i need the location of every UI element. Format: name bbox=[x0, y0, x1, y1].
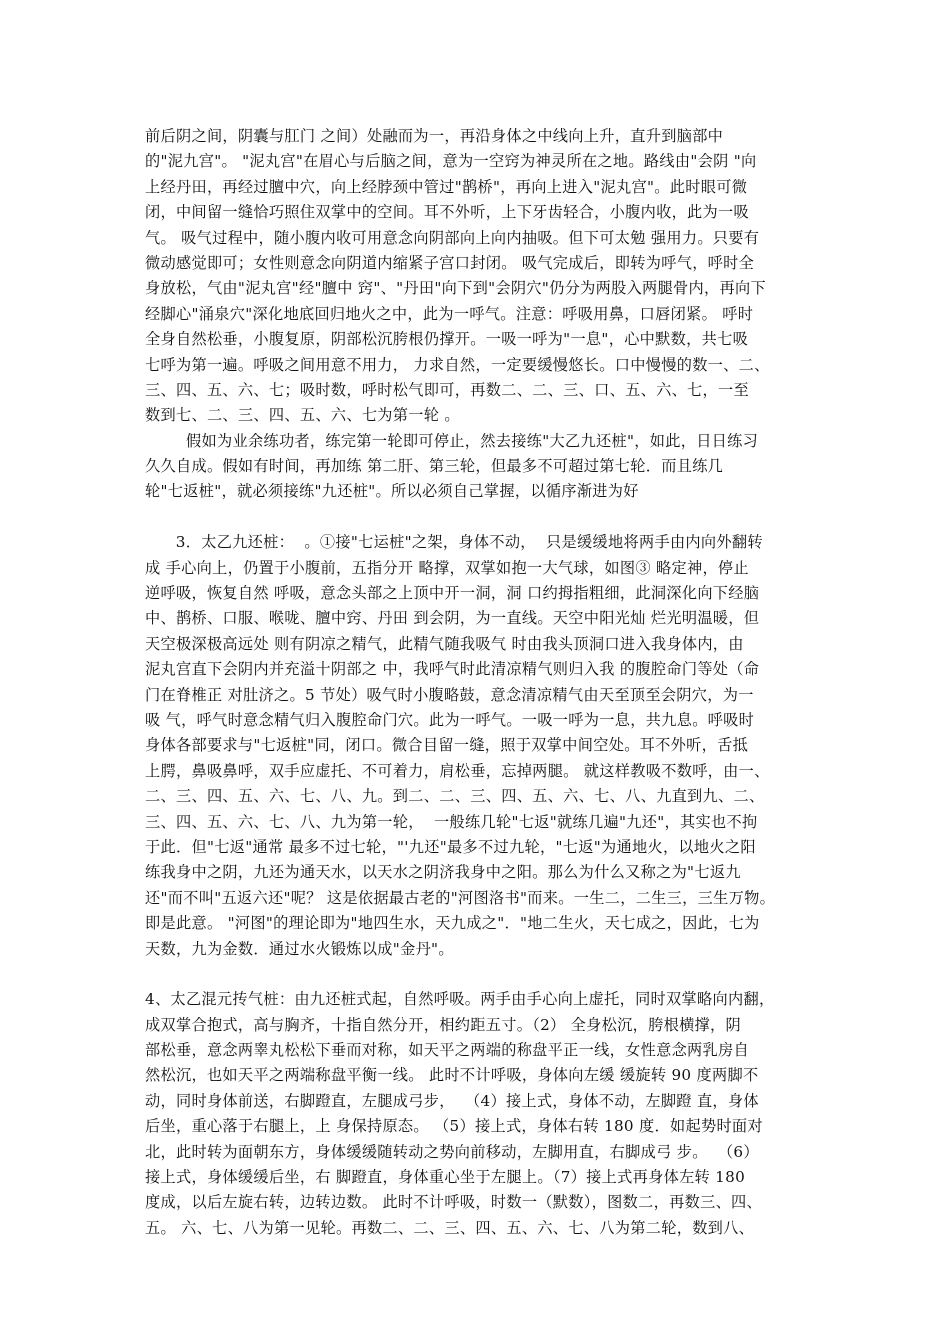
text-line: 的"泥九宫"。 "泥丸宫"在眉心与后脑之间，意为一空窍为神灵所在之地。路线由"会阴 "向 bbox=[145, 152, 757, 171]
text-line: 身体各部要求与"七返桩"同，闭口。微合目留一缝，照于双掌中间空处。耳不外听，舌抵 bbox=[145, 736, 749, 755]
text-line: 久久自成。假如有时间，再加练 第二肝、第三轮，但最多不可超过第七轮．而且练几 bbox=[145, 457, 724, 476]
text-line: 成双掌合抱式，高与胸齐，十指自然分开，相约距五寸。（2） 全身松沉，胯根横撑，阴 bbox=[145, 1015, 742, 1034]
section-heading-line: 3．太乙九还桩： 。①接"七运桩"之架，身体不动， 只是缓缓地将两手由内向外翻转 bbox=[145, 533, 763, 552]
text-line: 部松垂，意念两睾丸松松下垂而对称，如天平之两端的称盘平正一线，女性意念两乳房自 bbox=[145, 1041, 750, 1060]
text-line: 练我身中之阴，九还为通天水，以天水之阴济我身中之阳。那么为什么又称之为"七返九 bbox=[145, 863, 741, 882]
text-line: 五。 六、七、八为第一见轮。再数二、二、三、四、五、六、七、八为第二轮，数到八、 bbox=[145, 1218, 755, 1237]
text-line: 门在脊椎正 对肚济之。5 节处）吸气时小腹略鼓，意念清凉精气由天至顶至会阴穴，为一 bbox=[145, 685, 754, 704]
text-line: 上腭，鼻吸鼻呼，双手应虚托、不可着力，肩松垂，忘掉两腿。 就这样教吸不数呼，由一、 bbox=[145, 761, 770, 780]
text-line: 闭，中间留一缝恰巧照住双掌中的空间。耳不外听，上下牙齿轻合，小腹内收，此为一吸 bbox=[145, 203, 750, 222]
text-line: 微动感觉即可；女性则意念向阴道内缩紧子宫口封闭。 吸气完成后，即转为呼气，呼时全 bbox=[145, 253, 755, 272]
text-line: 还"而不叫"五返六还"呢？ 这是依据最古老的"河图洛书"而来。一生二，二生三，三生万物。 bbox=[145, 888, 776, 907]
text-line: 三、四、五、六、七；吸时数，呼时松气即可，再数二、二、三、口、五、六、七，一至 bbox=[145, 380, 750, 399]
paragraph-gap bbox=[145, 962, 825, 987]
text-line: 天数，九为金数．通过水火锻炼以成"金丹"。 bbox=[145, 939, 454, 958]
text-line: 气。 吸气过程中，随小腹内收可用意念向阴部向上向内抽吸。但下可太勉 强用力。只要有 bbox=[145, 228, 760, 247]
text-line: 前后阴之间，阴囊与肛门 之间）处融而为一，再沿身体之中线向上升，直升到脑部中 bbox=[145, 127, 724, 145]
text-line: 然松沉，也如天平之两端称盘平衡一线。 此时不计呼吸，身体向左缓 缓旋转 90 度两脚不 bbox=[145, 1066, 759, 1085]
text-line: 北，此时转为面朝东方，身体缓缓随转动之势向前移动，左脚用直，右脚成弓 步。 （6） bbox=[145, 1142, 759, 1161]
text-line: 中、鹊桥、口服、喉咙、膻中窍、丹田 到会阴，为一直线。天空中阳光灿 烂光明温暖，但 bbox=[145, 609, 760, 628]
text-line: 天空极深极高远处 则有阴凉之精气，此精气随我吸气 时由我头顶洞口进入我身体内，由 bbox=[145, 634, 744, 653]
text-line: 逆呼吸，恢复自然 呼吸，意念头部之上顶中开一洞，洞 口约拇指粗细，此洞深化向下经脑 bbox=[145, 584, 760, 603]
paragraph-gap bbox=[145, 505, 825, 530]
text-line: 成 手心向上，仍置于小腹前，五指分开 略撑，双掌如抱一大气球，如图③ 略定神，停止 bbox=[145, 558, 749, 577]
text-line: 上经丹田，再经过膻中穴，向上经脖颈中管过"鹊桥"，再向上进入"泥丸宫"。此时眼可微 bbox=[145, 177, 748, 196]
text-line: 动，同时身体前送，右脚蹬直，左腿成弓步， （4）接上式，身体不动，左脚蹬 直，身体 bbox=[145, 1091, 759, 1110]
text-line: 泥丸宫直下会阴内并充溢十阴部之 中，我呼气时此清凉精气则归入我 的腹腔命门等处（命 bbox=[145, 660, 760, 679]
section-heading-line: 4、太乙混元抟气桩：由九还桩式起，自然呼吸。两手由手心向上虚托，同时双掌略向内翻， bbox=[145, 990, 775, 1009]
text-line: 假如为业余练功者，练完第一轮即可停止，然去接练"大乙九还桩"，如此，日日练习 bbox=[145, 431, 759, 450]
paragraph-section-3 bbox=[145, 530, 825, 962]
text-line: 度成，以后左旋右转，边转边数。 此时不计呼吸，时数一（默数），图数二，再数三、四、 bbox=[145, 1193, 763, 1212]
text-line: 身放松，气由"泥丸宫"经"膻中 窍"、"丹田"向下到"会阴穴"仍分为两股入两腿骨内，再向下 bbox=[145, 279, 766, 298]
text-line: 三、四、五、六、七、八、九为第一轮， 一般练几轮"七返"就练几遍"九还"，其实也不拘 bbox=[145, 812, 758, 831]
text-line: 经脚心"涌泉穴"深化地底回归地火之中，此为一呼气。注意：呼吸用鼻，口唇闭紧。 呼时 bbox=[145, 304, 754, 323]
text-line: 于此．但"七返"通常 最多不过七轮，"'九还"最多不过九轮，"七返"为通地火，以地火之阳 bbox=[145, 837, 756, 856]
text-line: 接上式，身体缓缓后坐，右 脚蹬直，身体重心坐于左腿上。（7）接上式再身体左转 180 bbox=[145, 1168, 746, 1187]
text-line: 二、三、四、五、六、七、八、九。到二、二、三、四、五、六、七、八、九直到九、二、 bbox=[145, 787, 765, 806]
document-page bbox=[145, 124, 825, 1241]
text-line: 轮"七返桩"，就必须接练"九还桩"。所以必须自己掌握，以循序渐进为好 bbox=[145, 482, 639, 501]
text-line: 后坐，重心落于右腿上，上 身保持原态。 （5）接上式，身体右转 180 度．如起势时面对 bbox=[145, 1117, 763, 1136]
paragraph-practice-advice bbox=[145, 429, 825, 505]
text-line: 全身自然松垂，小腹复原，阴部松沉胯根仍撑开。一吸一呼为"一息"，心中默数，共七吸 bbox=[145, 330, 749, 349]
text-line: 即是此意。 "河图"的理论即为"地四生水，天九成之"．"地二生火，天七成之，因此，七为 bbox=[145, 914, 760, 933]
text-line: 七呼为第一遍。呼吸之间用意不用力， 力求自然，一定要缓慢悠长。口中慢慢的数一、二、 bbox=[145, 355, 770, 374]
text-line: 数到七、二、三、四、五、六、七为第一轮 。 bbox=[145, 406, 460, 425]
paragraph-breath-cycle bbox=[145, 124, 825, 429]
paragraph-section-4 bbox=[145, 987, 825, 1241]
text-line: 吸 气，呼气时意念精气归入腹腔命门穴。此为一呼气。一吸一呼为一息，共九息。呼吸时 bbox=[145, 710, 755, 729]
